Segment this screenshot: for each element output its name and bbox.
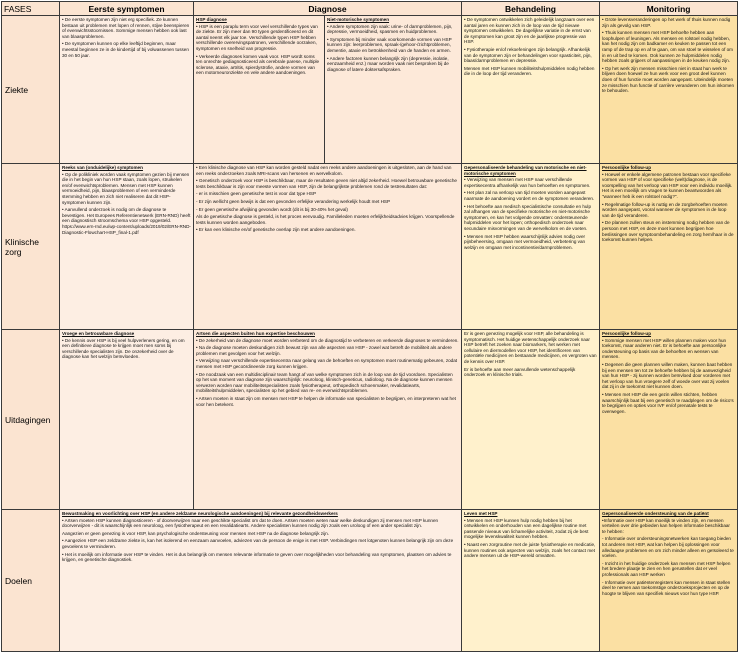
cell-paragraph: • Het behoefte aan medisch specialistische consultatie en hulp zal afhangen van de specifieke motorische en niet-motorische symptomen, en kan het volgende omvatten: ondersteunende hulpmiddelen voor het lopen; orthopedisch onderzoek naar secundaire misvormingen van de wervelkolom en de voeten. xyxy=(464,203,593,231)
row-uitdagingen xyxy=(2,330,738,510)
phase-label-ziekte: Ziekte xyxy=(2,16,60,164)
cell-klinische-zorg-monitoring xyxy=(600,164,738,330)
cell-paragraph: - er is misschien geen genetische test is voor dat type HSP xyxy=(196,191,317,197)
cell-ziekte-diagnose-niet-motorisch xyxy=(325,16,462,164)
cell-paragraph: Er is geen genezing mogelijk voor HSP, alle behandeling is symptomatisch. Het huidige wetenschappelijk onderzoek naar HSP betreft het zoeken naar biomarkers, het werken met cellulaire en diermodellen voor HSP, het identificeren van potentiële medicijnen en bestaande medicijnen, en vergroten van de kennis over HSP. xyxy=(464,331,598,364)
cell-title: Niet-motorische symptomen xyxy=(327,17,390,22)
cell-paragraph: • Een klinische diagnose van HSP kan worden gesteld nadat een reeks andere aandoeningen is uitgesloten, aan de hand van een reeks onderzoeken zoals MRI-scans van hersenen en wervelkolom. xyxy=(196,165,453,176)
cell-paragraph: - Er geen genetische afwijking gevonden wordt (dit is bij 30-40% het geval) xyxy=(196,206,348,212)
cell-paragraph: • De noodzaak van een multidisciplinair team hangt af van welke symptomen zich in de loop van de tijd voordoen. Specialisten op het van moment van diagnose zijn waarschijnlijk: neuroloog, klinisch-geneticus, radioloog. Na de diagnose kunnen mensen verwezen worden naar mobiliteitsspecialisten zoals fysiotherapeut, orthopedisch schoenmaker, revalidatiearts, mobiliteitshulpmiddelen, specialisten op het gebied van re- en evenwichtsproblemen. xyxy=(196,371,454,394)
cell-paragraph: • Degenen die geen plannen willen maken, kunnen baat hebben bij een mensen ten tot ze behoefte hebben bij de aanwezigheid van hun HSP - zij kunnen worden beïnvloed door vorderen met het verloop van hun vroegere zelf of woede over wat zij voelen dat zij in de toekomst niet kunnen doen. xyxy=(602,361,734,390)
cell-doelen-eerste-diagnose xyxy=(60,510,462,652)
cell-paragraph: - Er zijn wellicht geen bewijs is dat een gevonden erfelijke verandering werkelijk houdt met HSP xyxy=(196,198,391,204)
cell-paragraph: • Genetisch onderzoek voor HSP is beschikbaar, maar de resultaten geven niet altijd zekerheid. Hoewel betrouwbare genetische tests beschikbaar is zijn voor meeste vormen van HSP, zijn de belangrijkste problemen rond de testresultaten dat: xyxy=(196,178,459,189)
cell-paragraph: • Andere symptomen zijn vaak: urine- of darmproblemen, pijn, depressie, vermoeidheid, spasmen en huidproblemen. xyxy=(327,23,454,35)
cell-paragraph: • Er kan een klinische en/of genetische overlap zijn met andere aandoeningen. xyxy=(196,227,356,233)
cell-title: Persoonlijke follow-up xyxy=(602,331,652,336)
cell-doelen-behandeling xyxy=(462,510,600,652)
cell-paragraph: • Grote levensveranderingen op het werk of thuis kunnen nodig zijn als gevolg van HSP. xyxy=(602,17,732,28)
header-monitoring: Monitoring xyxy=(600,2,738,16)
cell-klinische-zorg-diagnose xyxy=(194,164,462,330)
cell-uitdagingen-eerste xyxy=(60,330,194,510)
cell-paragraph: Mensen met HSP kunnen mobiliteitshulpmiddelen nodig hebben die in de loop der tijd veranderen. xyxy=(464,65,596,77)
cell-paragraph: • Sommige mensen met HSP willen plannen maken voor hun toekomst, maar anderen niet. Er is behoefte aan persoonlijke ondersteuning op basis van de behoeften en wensen van mensen. xyxy=(602,337,728,360)
cell-paragraph: • Fysiotherapie en/of rekoefeningen zijn belangrijk. Afhankelijk van de symptomen zijn er behandelingen voor spasticiteit, pijn, blaas/darmproblemen en depressie. xyxy=(464,46,593,64)
phase-label-doelen: Doelen xyxy=(2,510,60,652)
cell-title: HSP diagnose xyxy=(196,17,227,22)
cell-paragraph: - Informatie over ondersteuningsnetwerken kan toegang bieden tot anderen met HSP, wat kan helpen bij oplossingen voor alledaagse problemen en om zich minder alleen en geïsoleerd te voelen. xyxy=(602,536,736,559)
cell-paragraph: - Informatie over patiëntenregisters kan mensen in staat stellen deel te nemen aan toekomstige onderzoeksprojecten en op de hoogte te blijven van specifiek nieuws voor hun type HSP. xyxy=(602,579,732,596)
header-diagnose: Diagnose xyxy=(194,2,462,16)
cell-paragraph: • Verkeerde diagnoses komen vaak voor. HSP wordt soms ten onrechte gediagnosticeerd als cerebrale parese, multiple sclerose, ataxie, artritis, spierdystrofie, andere vormen van een motorneuronziekte en vele andere aandoeningen. xyxy=(196,53,321,76)
cell-ziekte-eerste xyxy=(60,16,194,164)
row-doelen xyxy=(2,510,738,652)
cell-title: Leven met HSP xyxy=(464,511,498,516)
cell-paragraph: • Andere factoren kunnen belangrijk zijn (depressie, isolatie, eenzaamheid enz.) maar worden vaak niet besproken bij de diagnose of latere doktersafspraken. xyxy=(327,55,451,72)
cell-ziekte-diagnose-hsp xyxy=(194,16,325,164)
cell-paragraph: •Informatie over HSP kan moeilijk te vinden zijn, en mensen verteilen over drie gebieden kan helpen informatie beschikbaar te hebben: xyxy=(602,517,732,534)
cell-ziekte-monitoring xyxy=(600,16,738,164)
cell-doelen-monitoring xyxy=(600,510,738,652)
cell-paragraph: • Symptomen bij minder vaak voorkomende vormen van HSP kunnen zijn: leerproblemen, spraak-/gehoor-/zichtproblemen, dementie, ataxie en betrokkenheid van de handen en armen. xyxy=(327,36,453,53)
cell-paragraph: • HSP is een paraplu term voor veel verschillende types van de ziekte. Er zijn meer dan 90 typen geïdentificeerd en dit aantal neemt elk jaar toe. Verschillende typen HSP hebben verschillende overervingspatronen, verschillende oorzaken, symptomen en snelheid van progressie. xyxy=(196,23,320,51)
cell-klinische-zorg-behandeling xyxy=(462,164,600,330)
cell-paragraph: • De symptomen kunnen op elke leeftijd beginnen, maar meestal beginnen ze in de kindertijd of bij volwassenen tussen 30 en 50 jaar. xyxy=(62,41,191,58)
cell-paragraph: • Op het werk zijn mensen misschien niet in staat hun werk te blijven doen hoewel ze hun werk voor een groot deel kunnen doen of hun functie moet worden aangepast. Uiteindelijk moeten ze misschien hun functie of carrière veranderen om hun inkomen te behouden. xyxy=(602,65,736,94)
cell-title: Bewustmaking en voorlichting over HSP (en andere zeldzame neurologische aandoeningen) bij relevante gezondheidswerkers xyxy=(62,511,338,516)
cell-paragraph: • Mensen met HSP hebben waarschijnlijk advies nodig over pijnbeheersing, omgaan met vermoeidheid, verbetering van welzijn en omgaan met incontinentie/darmproblemen. xyxy=(464,233,587,250)
cell-uitdagingen-diagnose xyxy=(194,330,462,510)
cell-paragraph: • Hoewel er enkele algemene patronen bestaan voor specifieke vormen van HSP of voor specifieke (welt)diagnose, is de voorspelling van het verloop van HSP voor een individu moeilijk. Het is een moeilijk om vragen te kunnen beantwoorden als "wanneer heb ik een rolstoel nodig?". xyxy=(602,171,734,199)
cell-title: Artsen die aspecten buiten hun expertise beschouwen xyxy=(196,331,315,336)
cell-title: Gepersonaliseerde ondersteuning van de patiënt xyxy=(602,511,709,516)
row-ziekte xyxy=(2,16,738,164)
cell-paragraph: • Mensen met HSP kunnen hulp nodig hebben bij het ontwikkelen en onderhouden van een dagelijkse routine met passende niveaus van lichamelijke activiteit, zodat zij de best mogelijke levenskwaliteit kunnen hebben. xyxy=(464,517,590,540)
cell-paragraph: • Thuis kunnen mensen met HSP behoefte hebben aan loophulpen of leuningen. Als mensen en rolstoel nodig hebben, kan het nodig zijn om badkamer en keuken te passen tot een ramp of de trap op en af te gaan, om van stoel te wisselen of om in en uit bed te komen. Ook kunnen ze hulpmiddelen nodig hebben zoals grijpers of aanpassingen in de keuken nodig zijn. xyxy=(602,30,735,64)
cell-paragraph: • Regelmatige follow-up is nuttig en de zorgbehoeften moeten worden aangepast, vooral wanneer de symptomen in de loop van de tijd veranderen. xyxy=(602,201,729,218)
cell-paragraph: • Aanvullend onderzoek is nodig om de diagnose te bevestigen. Het Europees Referentienetwerk (ERN-RND) heeft een diagnostisch stroomschema voor HSP opgesteld. https://www.ern-rnd.eu/wp-content/uploads/2019/02/ERN-RND-Diagnostic-Flowchart-HSP_final-1.pdf xyxy=(62,207,192,235)
cell-title: Persoonlijke follow-up xyxy=(602,165,652,170)
cell-paragraph: • De kennis over HSP is bij veel hulpverleners gering, en om een definitieve diagnose te krijgen moet men soms bij verschillende specialisten zijn. De onzekerheid over de diagnose kan het welzijn beïnvloeden. xyxy=(62,337,186,360)
header-eerste-symptomen: Eerste symptomen xyxy=(60,2,194,16)
cell-paragraph: • Artsen moeten HSP kunnen diagnosticeren - of doorverwijzen naar een geschikte specialist om dat te doen. Artsen moeten weten naar welke deskundigen zij mensen met HSP kunnen doorverwijzen - dit is waarschijnlijk een neuroloog, een fysiotherapeut en een revalidatiearts. Andere specialisten kunnen nodig zijn zoals een uroloog of een ander specialist zijn. xyxy=(62,517,440,529)
header-behandeling: Behandeling xyxy=(462,2,600,16)
cell-paragraph: • Het plan zal na verloop van tijd moeten worden aangepast naarmate de aandoening vordert en de symptomen veranderen. xyxy=(464,190,595,201)
cell-uitdagingen-behandeling xyxy=(462,330,600,510)
cell-paragraph: Aangezien er geen genezing is voor HSP, kan psychologische ondersteuning voor mensen met HSP na de diagnose belangrijk zijn. xyxy=(62,530,329,536)
cell-paragraph: • Mensen met HSP die een gezin willen stichten, hebben waarschijnlijk baat bij een genetisch te raadplegen om de risico's te begrijpen en opties voor IVF en/of prenatale tests te overwegen. xyxy=(602,391,735,414)
cell-paragraph: • De symptomen ontwikkelen zich geleidelijk langzaam over een aantal jaren en kunnen zich in de loop van de tijd nieuwe symptomen ontwikkelen. De dagelijkse variatie in de ernst van de symptomen kan groot zijn en de jaarlijkse progressie van HSP. xyxy=(464,17,596,45)
cell-uitdagingen-monitoring xyxy=(600,330,738,510)
cell-klinische-zorg-eerste xyxy=(60,164,194,330)
cell-title: Gepersonaliseerde behandeling van motorische en niet-motorische symptomen xyxy=(464,165,587,176)
cell-ziekte-behandeling xyxy=(462,16,600,164)
cell-paragraph: • De zekerheid van de diagnose moet worden verbeterd om de diagnostijd te verbeteren en verkeerde diagnoses te verminderen. xyxy=(196,337,459,343)
phase-label-klinische-zorg: Klinische zorg xyxy=(2,164,60,330)
cell-paragraph: - Inzicht in het huidige onderzoek kan mensen met HSP helpen het bredere plaatje te zien en hen gerustellen dat er veel professionals aan HSP werken xyxy=(602,560,732,577)
cell-title: Reeks van (onduidelijke) symptomen xyxy=(62,165,143,170)
cell-paragraph: • Naast een zorgroutine met de juiste fysiotherapie en medicatie, kunnen routines ook aspecten van welzijn, zoals het contact met andere mensen uit de HSP-wereld omvatten. xyxy=(464,541,597,559)
header-fases: FASES xyxy=(2,2,60,16)
cell-paragraph: • Op de polikliniek worden vaak symptomen gezien bij mensen die in het begin van hun HSP staan, zoals lopen, struikelen en/of evenwichtsproblemen. Mensen met HSP kunnen vermoeidheid, pijn, blaasproblemen of een verminderde stemming hebben en zich niet realiseren dat dit HSP-symptomen kunnen zijn. xyxy=(62,171,191,205)
phase-label-uitdagingen: Uitdagingen xyxy=(2,330,60,510)
cell-paragraph: Als de genetische diagnose is gesteld, is het proces eenvoudig. Familieleden moeten erfelijkheidsadvies krijgen. Voorspellende tests kunnen worden aangeboden. xyxy=(196,214,456,225)
cell-paragraph: • Na de diagnose moeten deskundigen zich bewust zijn van alle aspecten van HSP - zowel wat betreft de mobiliteit als andere problemen met gevolgen voor het welzijn. xyxy=(196,345,454,356)
cell-paragraph: • Verwijzing van mensen met HSP naar verschillende expertisecentra afhankelijk van hun behoeften en symptomen. xyxy=(464,177,591,188)
cell-paragraph: • De plannen zullen steun en instemming nodig hebben van de persoon met HSP, en deze moet kunnen begrijpen hoe beslissingen over symptoombehandeling en zorg hem/haar in de toekomst kunnen helpen. xyxy=(602,220,735,243)
cell-title: Vroege en betrouwbare diagnose xyxy=(62,331,135,336)
cell-paragraph: Er is behoefte aan meer aanvullende wetenschappelijk onderzoek en klinische trials. xyxy=(464,366,577,378)
cell-paragraph: • Het is moeilijk om informatie over HSP te vinden. Het is dus belangrijk om mensen relevante informatie te geven over mogelijkheden voor behandeling van symptomen, plaatsen om advies te krijgen, en genetische diagnostiek. xyxy=(62,551,453,563)
header-row xyxy=(2,2,738,16)
cell-paragraph: • Aangezien HSP een zeldzame ziekte is, kan het isolerend en eenzaam aanvoelen, adviezen van de persoon de enige is met HSP. Verbindingen met lotgenoten kunnen belangrijk zijn om deze gevoelens te verminderen. xyxy=(62,538,455,549)
hsp-care-table xyxy=(1,1,738,652)
cell-paragraph: • Verwijzing naar verschillende expertisecentra naar gelang van de behoeften en symptomen moet routinematig gebeuren, zodat mensen met HSP gecoördineerde zorg kunnen krijgen. xyxy=(196,358,459,369)
cell-paragraph: • De eerste symptomen zijn niet erg specifiek. Ze kunnen bestaan uit problemen met lopen of rennen, stijve beenspieren of evenwichtsstoornissen. Sommige mensen hebben ook last van blaasproblemen. xyxy=(62,17,191,39)
row-klinische-zorg xyxy=(2,164,738,330)
cell-paragraph: • Artsen moeten in staat zijn om mensen met HSP te helpen de informatie van specialisten te begrijpen, en interpreteren wat het voor hen betekent. xyxy=(196,395,458,407)
